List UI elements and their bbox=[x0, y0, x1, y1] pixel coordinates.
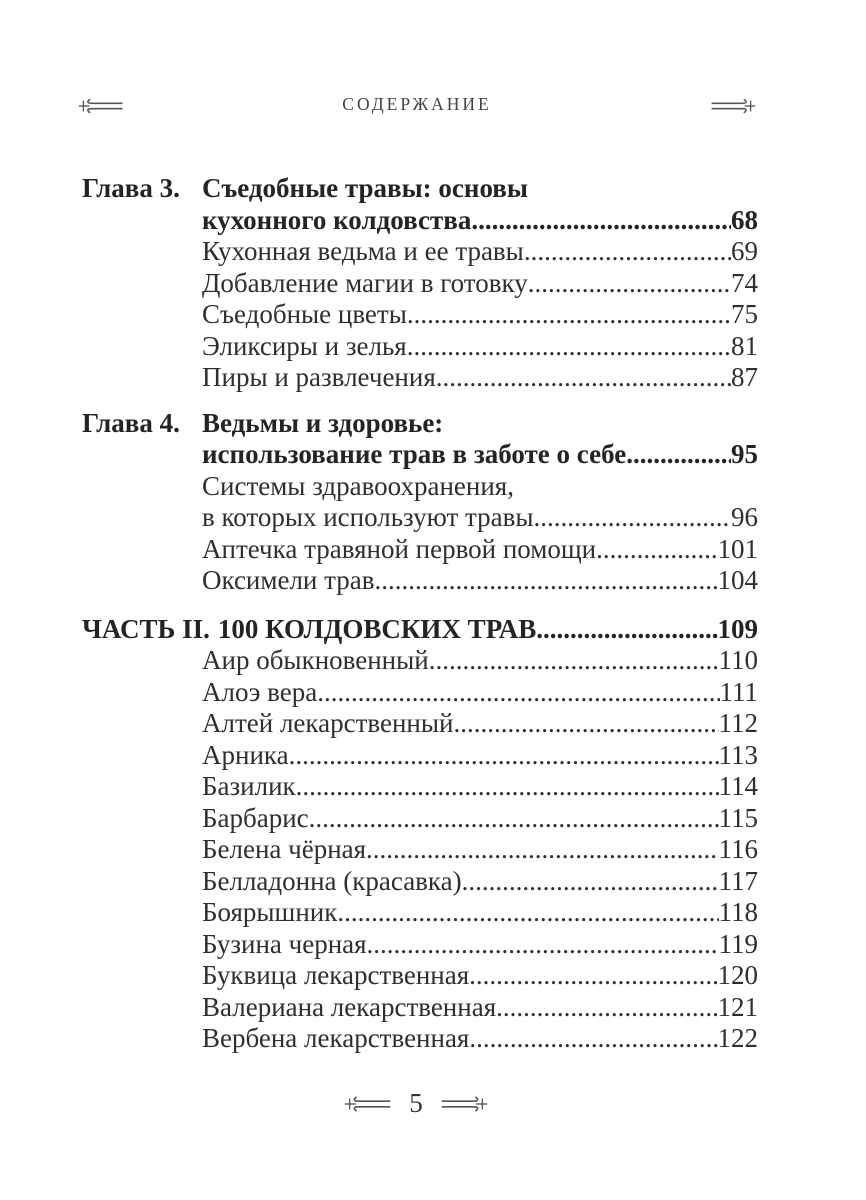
dot-leader bbox=[453, 708, 718, 740]
page-header bbox=[80, 92, 754, 124]
toc-row bbox=[82, 866, 758, 898]
toc-entry-text: Эликсиры и зелья bbox=[202, 330, 407, 361]
toc-entry-text: Системы здравоохранения, bbox=[202, 470, 514, 501]
toc-page-number: 116 bbox=[718, 834, 758, 864]
toc-row bbox=[82, 677, 758, 709]
toc-page-number: 101 bbox=[717, 533, 758, 564]
toc-row bbox=[82, 205, 758, 237]
fleuron-right-icon bbox=[710, 95, 756, 117]
table-of-contents bbox=[82, 173, 758, 1055]
toc-page-number: 74 bbox=[731, 267, 758, 298]
toc-page-number: 69 bbox=[731, 236, 758, 266]
toc-row bbox=[82, 929, 758, 961]
dot-leader bbox=[534, 502, 731, 534]
dot-leader bbox=[469, 1023, 717, 1055]
toc-row bbox=[82, 408, 758, 440]
toc-row bbox=[82, 803, 758, 835]
toc-row bbox=[82, 534, 758, 566]
dot-leader bbox=[407, 299, 731, 331]
toc-row bbox=[82, 173, 758, 205]
toc-row bbox=[82, 897, 758, 929]
dot-leader bbox=[337, 897, 718, 929]
toc-entry-text: использование трав в заботе о себе bbox=[202, 439, 627, 469]
toc-row bbox=[82, 1023, 758, 1055]
toc-row bbox=[82, 439, 758, 471]
toc-entry-text: Боярышник bbox=[202, 897, 338, 927]
toc-page-number: 113 bbox=[718, 739, 758, 770]
toc-row bbox=[82, 565, 758, 597]
dot-leader bbox=[407, 331, 731, 363]
toc-row bbox=[82, 771, 758, 803]
toc-section-chapter4 bbox=[82, 408, 758, 597]
toc-entry-text: Съедобные травы: основы bbox=[202, 173, 528, 203]
toc-entry-text: Аир обыкновенный bbox=[202, 645, 429, 675]
chapter-label: Глава 3. bbox=[82, 173, 180, 203]
toc-entry-text: Кухонная ведьма и ее травы bbox=[202, 236, 524, 266]
contents-title: СОДЕРЖАНИЕ bbox=[342, 94, 492, 114]
toc-entry-text: Буквица лекарственная bbox=[202, 960, 470, 990]
toc-page-number: 104 bbox=[717, 565, 758, 595]
dot-leader bbox=[367, 929, 719, 961]
toc-page-number: 122 bbox=[717, 1023, 758, 1053]
toc-entry-text: 100 КОЛДОВСКИХ ТРАВ bbox=[217, 613, 537, 644]
toc-row bbox=[82, 708, 758, 740]
toc-entry-text: кухонного колдовства bbox=[202, 204, 472, 235]
toc-section-part2 bbox=[82, 614, 758, 1055]
toc-entry-text: в которых используют травы bbox=[202, 502, 534, 532]
fleuron-right-icon bbox=[440, 1094, 488, 1114]
toc-page-number: 81 bbox=[731, 330, 758, 361]
toc-page-number: 118 bbox=[718, 897, 758, 927]
dot-leader bbox=[296, 771, 719, 803]
toc-entry-text: Белладонна (красавка) bbox=[202, 865, 462, 896]
dot-leader bbox=[374, 565, 717, 597]
toc-row bbox=[82, 236, 758, 268]
toc-entry-text: Съедобные цветы bbox=[202, 299, 407, 329]
toc-row bbox=[82, 362, 758, 394]
dot-leader bbox=[596, 534, 717, 566]
toc-page-number: 87 bbox=[731, 362, 758, 392]
toc-entry-text: Белена чёрная bbox=[202, 834, 367, 864]
toc-page-number: 111 bbox=[719, 676, 758, 707]
toc-page-number: 75 bbox=[731, 299, 758, 329]
toc-page-number: 95 bbox=[731, 439, 758, 469]
dot-leader bbox=[309, 803, 719, 835]
toc-section-chapter3 bbox=[82, 173, 758, 394]
toc-page-number: 68 bbox=[731, 204, 758, 235]
part-label: ЧАСТЬ II. bbox=[82, 613, 210, 644]
toc-entry-text: Оксимели трав bbox=[202, 565, 375, 595]
toc-row bbox=[82, 645, 758, 677]
toc-row bbox=[82, 331, 758, 363]
toc-page-number: 96 bbox=[731, 502, 758, 532]
toc-row bbox=[82, 992, 758, 1024]
fleuron-left-icon bbox=[344, 1094, 392, 1114]
dot-leader bbox=[436, 362, 731, 394]
dot-leader bbox=[289, 740, 719, 772]
toc-entry-text: Алтей лекарственный bbox=[202, 708, 454, 738]
toc-row bbox=[82, 834, 758, 866]
toc-row bbox=[82, 299, 758, 331]
toc-row bbox=[82, 740, 758, 772]
toc-page-number: 117 bbox=[718, 865, 758, 896]
toc-entry-text: Пиры и развлечения bbox=[202, 362, 436, 392]
toc-row bbox=[82, 268, 758, 300]
toc-entry-text: Базилик bbox=[202, 771, 296, 801]
toc-entry-text: Арника bbox=[202, 739, 289, 770]
page-number: 5 bbox=[409, 1088, 423, 1118]
toc-entry-text: Ведьмы и здоровье: bbox=[202, 407, 444, 438]
toc-entry-text: Аптечка травяной первой помощи bbox=[202, 533, 597, 564]
dot-leader bbox=[496, 992, 717, 1024]
toc-row bbox=[82, 960, 758, 992]
toc-page-number: 120 bbox=[717, 960, 758, 990]
toc-page-number: 119 bbox=[718, 928, 758, 959]
toc-entry-text: Добавление магии в готовку bbox=[202, 267, 528, 298]
dot-leader bbox=[626, 439, 731, 471]
chapter-label: Глава 4. bbox=[82, 407, 180, 438]
dot-leader bbox=[317, 677, 719, 709]
toc-entry-text: Вербена лекарственная bbox=[202, 1023, 470, 1053]
toc-row bbox=[82, 614, 758, 646]
dot-leader bbox=[528, 268, 731, 300]
toc-page-number: 115 bbox=[718, 802, 758, 833]
dot-leader bbox=[366, 834, 718, 866]
toc-page-number: 121 bbox=[717, 991, 758, 1022]
dot-leader bbox=[469, 960, 717, 992]
dot-leader bbox=[429, 645, 719, 677]
dot-leader bbox=[462, 866, 719, 898]
toc-entry-text: Бузина черная bbox=[202, 928, 367, 959]
toc-row bbox=[82, 471, 758, 503]
toc-page-number: 110 bbox=[718, 645, 758, 675]
dot-leader bbox=[471, 205, 731, 237]
toc-page-number: 109 bbox=[717, 613, 758, 644]
toc-entry-text: Алоэ вера bbox=[202, 676, 318, 707]
dot-leader bbox=[536, 614, 717, 646]
toc-entry-text: Барбарис bbox=[202, 802, 309, 833]
toc-page-number: 112 bbox=[718, 708, 758, 738]
toc-entry-text: Валериана лекарственная bbox=[202, 991, 497, 1022]
toc-page-number: 114 bbox=[718, 771, 758, 801]
toc-row bbox=[82, 502, 758, 534]
dot-leader bbox=[524, 236, 731, 268]
page-footer bbox=[0, 1088, 866, 1119]
